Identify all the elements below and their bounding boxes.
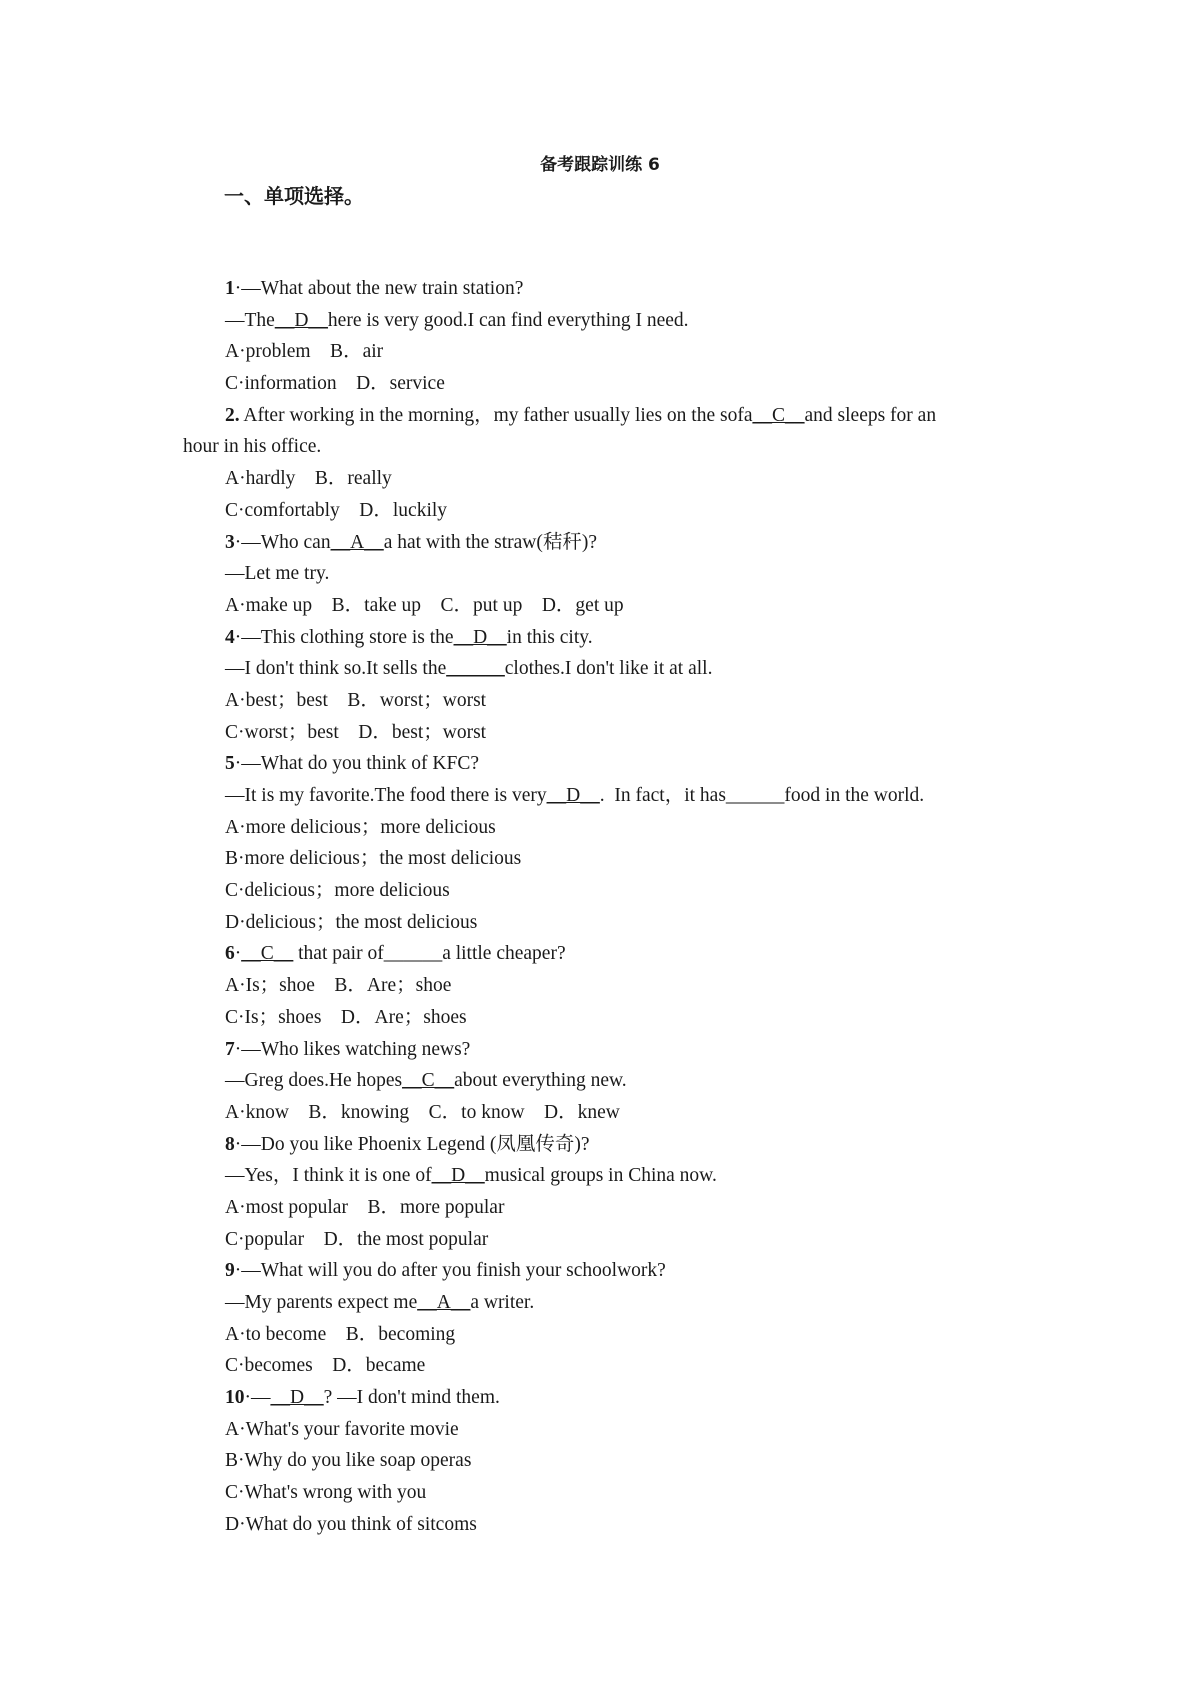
question-line: [183, 1002, 1023, 1034]
question-line: [183, 368, 1023, 400]
line-text: A·What's your favorite movie: [225, 1418, 459, 1440]
question-line: [183, 685, 1023, 717]
line-text: A·hardly B．really: [225, 468, 392, 490]
question-line: [183, 558, 1023, 590]
line-text: clothes.I don't like it at all.: [504, 658, 713, 680]
question-line: [183, 1414, 1023, 1446]
question-line: [183, 1255, 1023, 1287]
question-line: [183, 495, 1023, 527]
question-number: 3: [225, 531, 235, 553]
line-text: After working in the morning，my father usually lies on the sofa: [239, 404, 753, 426]
line-text: A·problem B．air: [225, 341, 384, 363]
line-text: B·Why do you like soap operas: [225, 1450, 472, 1472]
line-text: a hat with the straw(秸秆)?: [383, 531, 598, 553]
question-line: [183, 590, 1023, 622]
page-title: 备考跟踪训练 6: [540, 155, 660, 175]
question-line: [183, 1509, 1023, 1541]
line-text: A·to become B．becoming: [225, 1323, 456, 1345]
line-text: hour in his office.: [183, 436, 322, 458]
line-text: and sleeps for an: [804, 404, 937, 426]
line-text: C·What's wrong with you: [225, 1482, 427, 1504]
answer-blank: __D__: [546, 785, 600, 806]
question-line: [183, 1097, 1023, 1129]
line-text: D·delicious；the most delicious: [225, 911, 478, 933]
answer-blank: __C__: [752, 404, 805, 426]
question-number: 6: [225, 943, 235, 965]
line-text: —Greg does.He hopes: [225, 1070, 403, 1092]
line-text: A·make up B．take up C．put up D．get up: [225, 594, 624, 616]
answer-blank: __C__: [402, 1070, 455, 1092]
question-number: 9: [225, 1260, 235, 1282]
question-line: [183, 431, 1023, 463]
question-line: [183, 748, 1023, 780]
line-text: ·—What will you do after you finish your schoolwork?: [234, 1260, 666, 1282]
line-text: about everything new.: [454, 1070, 627, 1092]
question-number: 1: [225, 278, 235, 299]
answer-blank: __C__: [241, 943, 294, 965]
line-text: ·—This clothing store is the: [234, 626, 454, 648]
question-line: [183, 780, 1023, 812]
line-text: ·—Do you like Phoenix Legend (凤凰传奇)?: [234, 1133, 590, 1155]
question-line: [183, 527, 1023, 559]
question-line: [183, 1192, 1023, 1224]
line-text: C·worst；best D．best；worst: [225, 721, 487, 743]
line-text: C·becomes D．became: [225, 1355, 426, 1377]
question-line: [183, 875, 1023, 907]
line-text: a writer.: [470, 1292, 535, 1313]
question-line: [183, 1065, 1023, 1097]
question-line: [183, 1445, 1023, 1477]
line-text: C·information D．service: [225, 373, 445, 395]
question-line: [183, 1382, 1023, 1414]
question-line: [183, 1034, 1023, 1066]
question-line: [183, 1319, 1023, 1351]
line-text: in this city.: [506, 626, 593, 648]
line-text: here is very good.I can find everything I need.: [327, 309, 689, 331]
section-heading: 一、单项选择。: [224, 184, 364, 208]
line-text: ·—Who likes watching news?: [234, 1038, 471, 1060]
line-text: —My parents expect me: [225, 1292, 418, 1313]
question-line: [183, 1129, 1023, 1161]
line-text: —The: [225, 309, 275, 331]
question-line: [183, 1160, 1023, 1192]
line-text: A·most popular B．more popular: [225, 1196, 505, 1218]
question-number: 10: [225, 1387, 245, 1409]
line-text: ·—What about the new train station?: [234, 278, 524, 299]
question-line: [183, 336, 1023, 368]
line-text: ·—What do you think of KFC?: [234, 753, 480, 775]
question-number: 5: [225, 753, 235, 775]
question-line: [183, 717, 1023, 749]
question-line: [183, 907, 1023, 939]
question-number: 2.: [225, 404, 240, 426]
line-text: musical groups in China now.: [484, 1165, 717, 1187]
answer-blank: __D__: [274, 309, 328, 331]
answer-blank: __D__: [453, 626, 507, 648]
question-number: 4: [225, 626, 235, 648]
question-line: [183, 1224, 1023, 1256]
line-text: A·more delicious；more delicious: [225, 816, 496, 838]
question-line: [183, 1477, 1023, 1509]
question-number: 7: [225, 1038, 235, 1060]
line-text: —Yes，I think it is one of: [225, 1165, 432, 1187]
question-line: [183, 970, 1023, 1002]
answer-blank: __D__: [431, 1165, 485, 1187]
line-text: A·Is；shoe B．Are；shoe: [225, 975, 452, 997]
question-line: [183, 305, 1023, 337]
question-line: [183, 273, 1023, 305]
line-text: A·best；best B．worst；worst: [225, 689, 487, 711]
line-text: C·delicious；more delicious: [225, 880, 450, 902]
line-text: C·Is；shoes D．Are；shoes: [225, 1006, 467, 1028]
answer-blank: __A__: [417, 1292, 471, 1313]
question-line: [183, 843, 1023, 875]
line-text: —I don't think so.It sells the: [225, 658, 447, 680]
answer-blank: __D__: [270, 1387, 324, 1409]
question-line: [183, 1287, 1023, 1319]
answer-blank: __A__: [330, 531, 384, 553]
line-text: ·: [234, 943, 242, 965]
line-text: ? —I don't mind them.: [323, 1387, 500, 1409]
question-line: [183, 653, 1023, 685]
question-list: [183, 273, 1023, 1541]
line-text: . In fact，it has______food in the world.: [599, 785, 925, 806]
line-text: ·—: [244, 1387, 271, 1409]
line-text: —Let me try.: [225, 563, 330, 585]
line-text: D·What do you think of sitcoms: [225, 1513, 477, 1535]
line-text: C·popular D．the most popular: [225, 1228, 489, 1250]
question-line: [183, 463, 1023, 495]
question-line: [183, 812, 1023, 844]
line-text: B·more delicious；the most delicious: [225, 848, 522, 870]
question-line: [183, 400, 1023, 432]
line-text: A·know B．knowing C．to know D．knew: [225, 1101, 620, 1123]
question-line: [183, 1350, 1023, 1382]
question-line: [183, 622, 1023, 654]
line-text: ·—Who can: [234, 531, 331, 553]
line-text: that pair of______a little cheaper?: [293, 943, 566, 965]
line-text: —It is my favorite.The food there is very: [225, 785, 547, 806]
answer-blank: ______: [446, 658, 505, 680]
line-text: C·comfortably D．luckily: [225, 499, 448, 521]
question-number: 8: [225, 1133, 235, 1155]
question-line: [183, 938, 1023, 970]
